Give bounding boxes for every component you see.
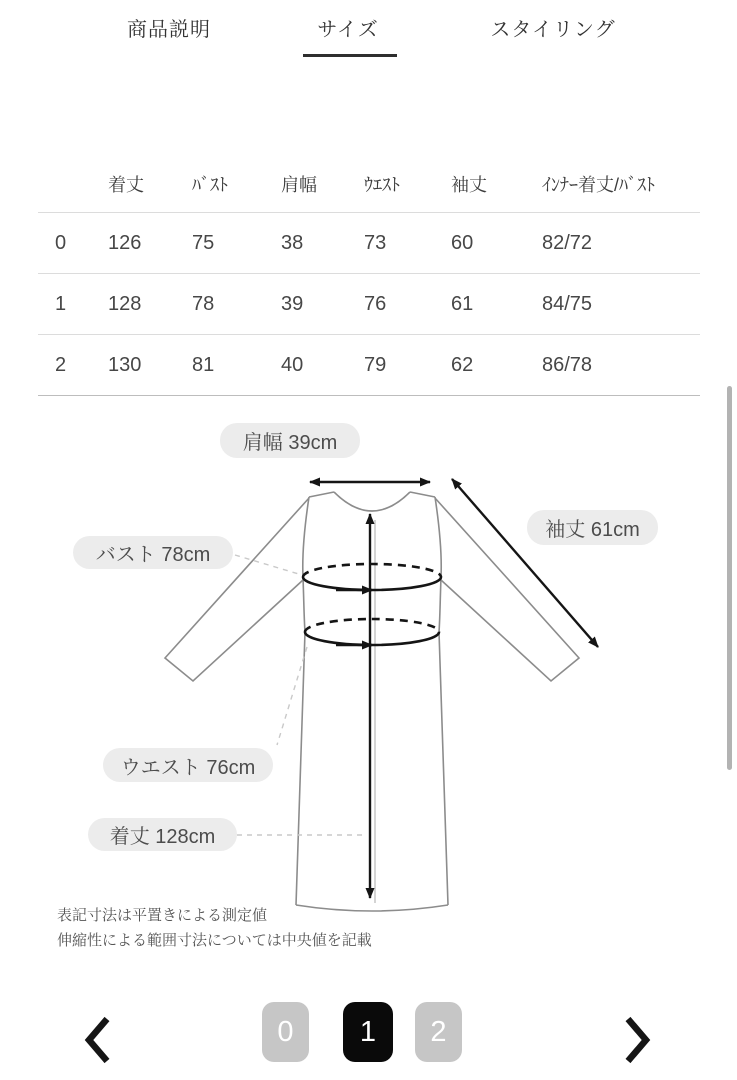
shoulder-width-label: 肩幅 39cm [220, 423, 360, 458]
dress-outline-drawing [0, 400, 737, 970]
bust-label: バスト 78cm [73, 536, 233, 569]
cell-waist: 79 [364, 353, 387, 376]
cell-bust: 78 [192, 292, 215, 315]
page-button-1[interactable]: 1 [343, 1002, 393, 1062]
waist-label: ウエスト 76cm [103, 748, 273, 782]
cell-shoulder: 39 [281, 292, 304, 315]
cell-inner: 84/75 [542, 292, 593, 315]
table-row [38, 213, 700, 274]
cell-inner: 82/72 [542, 231, 593, 254]
size-table [38, 155, 700, 396]
dress-measurement-diagram [0, 400, 737, 970]
waist-ellipse-solid [305, 632, 439, 645]
chevron-left-icon[interactable] [83, 1016, 111, 1064]
header-shoulder: 肩幅 [281, 174, 317, 195]
cell-bust: 75 [192, 231, 215, 254]
header-waist: ｳｴｽﾄ [364, 174, 400, 195]
cell-sleeve: 62 [451, 353, 474, 376]
waist-ellipse-dashed [305, 619, 439, 632]
cell-waist: 73 [364, 231, 387, 254]
sleeve-length-label: 袖丈 61cm [527, 510, 658, 545]
cell-sleeve: 61 [451, 292, 474, 315]
header-sleeve: 袖丈 [451, 174, 487, 195]
header-inner: ｲﾝﾅｰ着丈/ﾊﾞｽﾄ [542, 174, 656, 195]
size-table-header-row [38, 155, 700, 213]
bust-ellipse-solid [303, 577, 441, 590]
garment-length-label: 着丈 128cm [88, 818, 237, 851]
cell-length: 126 [108, 231, 142, 254]
tab-styling[interactable]: スタイリング [490, 19, 616, 41]
scrollbar-thumb[interactable] [727, 386, 732, 770]
cell-length: 128 [108, 292, 142, 315]
header-length: 着丈 [108, 174, 144, 195]
tab-size[interactable]: サイズ [317, 19, 379, 41]
table-row [38, 274, 700, 335]
header-bust: ﾊﾞｽﾄ [192, 174, 228, 195]
row-size-label: 1 [55, 292, 67, 315]
table-row [38, 335, 700, 396]
page-button-2[interactable]: 2 [415, 1002, 462, 1062]
cell-waist: 76 [364, 292, 387, 315]
cell-shoulder: 38 [281, 231, 304, 254]
page-button-0[interactable]: 0 [262, 1002, 309, 1062]
cell-length: 130 [108, 353, 142, 376]
note-line-1: 表記寸法は平置きによる測定値 [57, 907, 268, 924]
sleeve-length-arrow [452, 479, 598, 647]
measurement-notes [57, 903, 372, 953]
active-tab-underline [303, 54, 397, 57]
cell-inner: 86/78 [542, 353, 593, 376]
tab-product-description[interactable]: 商品説明 [127, 19, 211, 41]
bust-leader-line [235, 555, 302, 575]
row-size-label: 2 [55, 353, 67, 376]
cell-shoulder: 40 [281, 353, 304, 376]
chevron-right-icon[interactable] [624, 1016, 652, 1064]
row-size-label: 0 [55, 231, 67, 254]
bust-ellipse-dashed [303, 564, 441, 577]
cell-bust: 81 [192, 353, 215, 376]
cell-sleeve: 60 [451, 231, 474, 254]
note-line-2: 伸縮性による範囲寸法については中央値を記載 [57, 932, 372, 949]
